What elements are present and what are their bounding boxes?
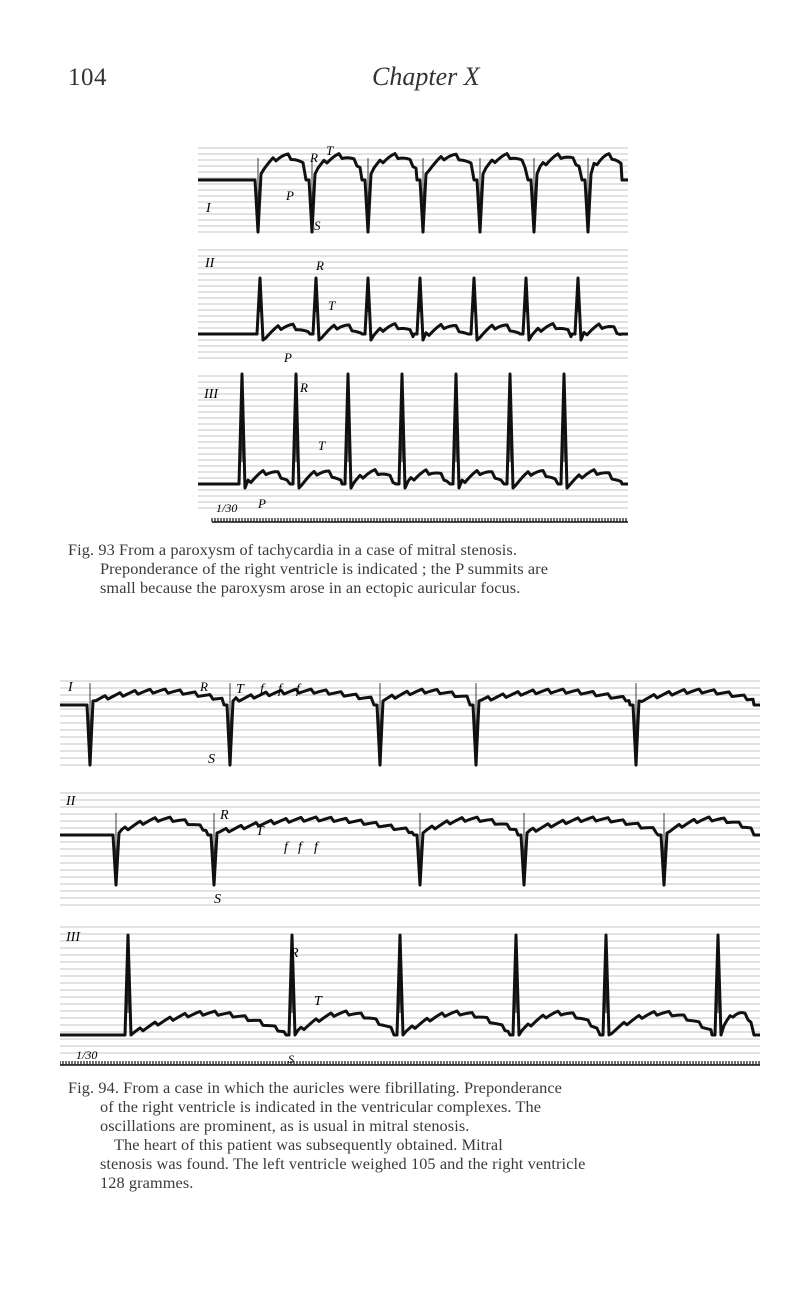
fig94-caption-line: 128 grammes. — [100, 1173, 194, 1192]
fig93-t-label: T — [326, 143, 334, 158]
fig93-lead2-p-label: P — [284, 350, 292, 365]
fig93-s-label: S — [314, 218, 321, 233]
fig93-lead-1-label: I — [206, 201, 211, 216]
fig94-lead2-f-label: f — [284, 840, 288, 855]
fig93-lead3-t-label: T — [318, 438, 326, 453]
figure-93-caption — [68, 540, 768, 597]
fig94-lead3-r-label: R — [290, 946, 299, 961]
fig94-caption-line: of the right ventricle is indicated in the ventricular complexes. The — [100, 1097, 542, 1116]
fig94-lead2-s-label: S — [214, 892, 221, 907]
page-header — [0, 62, 800, 102]
fig94-lead-3-label: III — [66, 930, 80, 945]
fig94-s-label: S — [208, 752, 215, 767]
figure-94-ecg — [60, 675, 762, 1069]
fig94-f-label: f — [260, 682, 264, 697]
ecg-trace — [198, 374, 628, 488]
fig93-caption-line: small because the paroxysm arose in an ectopic auricular focus. — [100, 578, 521, 597]
fig94-caption-line: The heart of this patient was subsequently obtained. Mitral — [114, 1135, 503, 1154]
fig94-lead3-t-label: T — [314, 994, 322, 1009]
fig93-time-mark: 1/30 — [216, 501, 238, 515]
fig93-lead-3-label: III — [204, 387, 218, 402]
ecg-trace — [60, 689, 760, 765]
fig93-lead-2-label: II — [205, 256, 215, 271]
ecg-trace — [60, 817, 760, 885]
fig94-lead2-f-label: f — [314, 840, 318, 855]
figure-93-tracing — [198, 140, 630, 526]
figure-94-caption — [68, 1078, 768, 1192]
fig94-caption-line: stenosis was found. The left ventricle weighed 105 and the right ventricle — [100, 1154, 586, 1173]
figure-93-ecg — [198, 140, 630, 526]
fig93-lead2-r-label: R — [316, 258, 324, 273]
fig94-lead-2-label: II — [66, 794, 76, 809]
fig93-lead3-r-label: R — [300, 380, 308, 395]
chapter-title: Chapter X — [372, 62, 480, 91]
fig94-caption-line: Fig. 94. From a case in which the auricles were fibrillating. Preponderance — [68, 1078, 562, 1097]
fig93-caption-line: Fig. 93 From a paroxysm of tachycardia in a case of mitral stenosis. — [68, 540, 518, 559]
figure-94-tracing — [60, 675, 762, 1069]
fig93-caption-line: Preponderance of the right ventricle is indicated ; the P summits are — [100, 559, 549, 578]
page-number: 104 — [68, 64, 107, 91]
fig94-caption-line: oscillations are prominent, as is usual in mitral stenosis. — [100, 1116, 470, 1135]
ecg-trace — [60, 935, 760, 1035]
fig94-f-label: f — [296, 682, 300, 697]
fig93-lead2-t-label: T — [328, 298, 336, 313]
figure-93-traces — [198, 148, 628, 522]
fig94-t-label: T — [236, 682, 244, 697]
fig94-time-mark: 1/30 — [76, 1048, 98, 1062]
fig93-r-label: R — [310, 150, 318, 165]
ecg-trace — [198, 278, 628, 340]
fig94-r-label: R — [200, 679, 208, 694]
fig94-lead3-s-label: S — [288, 1052, 294, 1066]
fig94-lead2-r-label: R — [220, 808, 229, 823]
figure-94-traces — [60, 681, 760, 1065]
fig94-lead2-t-label: T — [256, 824, 264, 839]
fig93-lead3-p-label: P — [258, 496, 266, 511]
fig94-lead-1-label: I — [68, 680, 73, 695]
fig94-lead2-f-label: f — [298, 840, 302, 855]
fig94-f-label: f — [278, 682, 282, 697]
fig93-p-label: P — [286, 188, 294, 203]
